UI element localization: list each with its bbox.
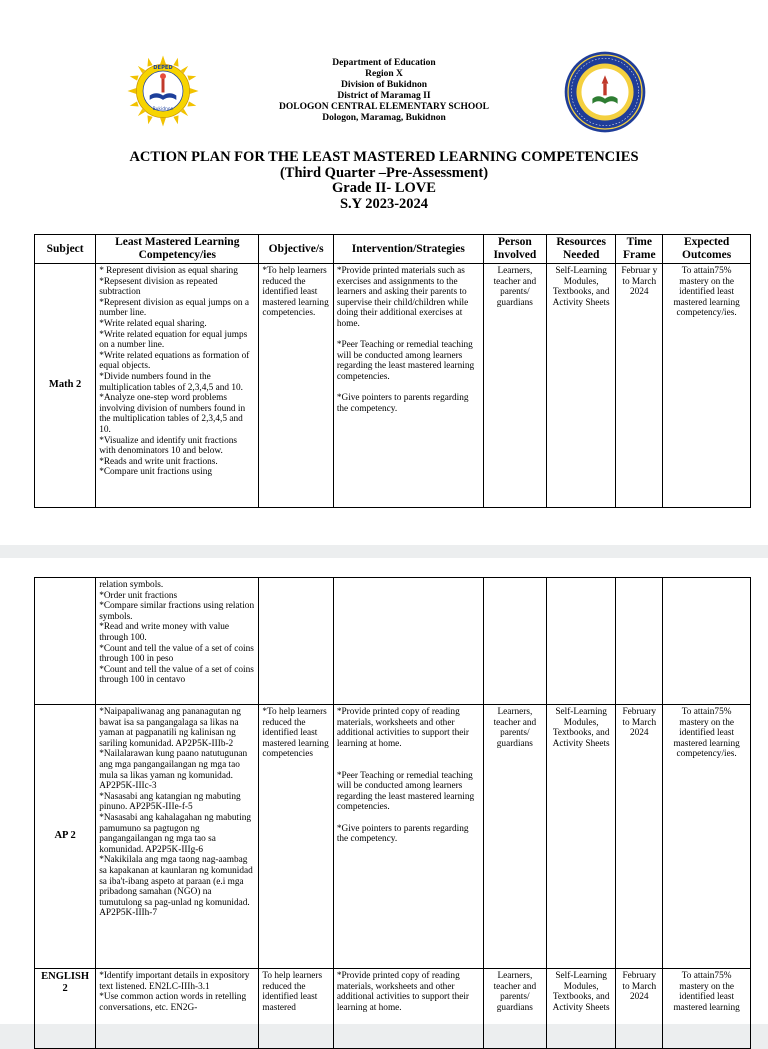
intervention-cell [333, 264, 483, 508]
intervention-cell: *Provide printed copy of reading materials, worksheets and other additional activities to support their learning at home. [333, 969, 483, 1049]
intervention-item: *Give pointers to parents regarding the competency. [336, 823, 469, 845]
document-title [0, 150, 768, 212]
intervention-item: *Give pointers to parents regarding the competency. [336, 393, 469, 414]
col-header-intervention: Intervention/Strategies [333, 235, 483, 264]
table-row-math [35, 264, 751, 508]
title-line: (Third Quarter –Pre-Assessment) [279, 164, 489, 181]
col-header-resources: Resources Needed [546, 235, 615, 264]
subject-cell: ENGLISH 2 [35, 969, 96, 1049]
intervention-cell [333, 705, 483, 969]
action-plan-table-continued [34, 577, 751, 1049]
svg-text:DEPED: DEPED [153, 64, 173, 71]
letterhead [0, 58, 768, 124]
intervention-item: *Peer Teaching or remedial teaching will be conducted among learners regarding the least mastered learning competencies. [336, 340, 475, 382]
action-plan-table [34, 234, 751, 508]
resources-cell: Self-Learning Modules, Textbooks, and Activity Sheets [546, 705, 615, 969]
letterhead-line: Region X [365, 69, 403, 79]
time-frame-cell [616, 578, 663, 705]
col-header-subject: Subject [35, 235, 96, 264]
page-2 [0, 558, 768, 1024]
table-row-math-continued [35, 578, 751, 705]
outcome-cell: To attain75% mastery on the identified least mastered learning competency/ies. [663, 264, 751, 508]
objective-cell: *To help learners reduced the identified least mastered learning competencies. [259, 264, 333, 508]
persons-cell: Learners, teacher and parents/ guardians [483, 264, 546, 508]
persons-cell [483, 578, 546, 705]
title-line: Grade II- LOVE [332, 180, 436, 196]
objective-cell [259, 578, 333, 705]
time-frame-cell: February to March 2024 [616, 969, 663, 1049]
title-line: S.Y 2023-2024 [339, 195, 429, 212]
col-header-time: Time Frame [616, 235, 663, 264]
outcome-cell [663, 578, 751, 705]
persons-cell: Learners, teacher and parents/ guardians [483, 969, 546, 1049]
col-header-person: Person Involved [483, 235, 546, 264]
col-header-outcomes: Expected Outcomes [663, 235, 751, 264]
header-row [35, 235, 751, 264]
col-header-competencies: Least Mastered Learning Competency/ies [96, 235, 259, 264]
subject-cell: AP 2 [35, 705, 96, 969]
letterhead-line: Division of Bukidnon [340, 80, 428, 90]
subject-cell [35, 578, 96, 705]
competencies-cell: relation symbols. *Order unit fractions *Compare similar fractions using relation symbols. *Read and write money with value through 100. *Count and tell the value of a set of coins through 100 in peso *Count and tell the value of a set of coins through 100 in centavo [96, 578, 259, 705]
outcome-cell: To attain75% mastery on the identified least mastered learning competency/ies. [663, 705, 751, 969]
col-header-objectives: Objective/s [259, 235, 333, 264]
intervention-item: *Provide printed copy of reading materials, worksheets and other additional activities to support their learning at home. [336, 707, 470, 749]
letterhead-line: Dologon, Maramag, Bukidnon [322, 113, 446, 123]
table-row-ap [35, 705, 751, 969]
resources-cell: Self-Learning Modules, Textbooks, and Activity Sheets [546, 969, 615, 1049]
resources-cell [546, 578, 615, 705]
competencies-cell: * Represent division as equal sharing *Repsesent division as repeated subtraction *Represent division as equal jumps on a number line. *Write related equal sharing. *Write related equation for equal jumps on a number line. *Write related equations as formation of equal objects. *Divide numbers found in the multiplication tables of 2,3,4,5 and 10. *Analyze one-step word problems involving division of numbers found in the multiplication tables of 2,3,4,5 and 10. *Visualize and identify unit fractions with denominators 10 and below. *Reads and write unit fractions. *Compare unit fractions using [96, 264, 259, 508]
letterhead-line: DOLOGON CENTRAL ELEMENTARY SCHOOL [278, 102, 490, 112]
table-row-english [35, 969, 751, 1049]
time-frame-cell: Februar y to March 2024 [616, 264, 663, 508]
objective-cell: To help learners reduced the identified least mastered [259, 969, 333, 1049]
intervention-item: *Provide printed materials such as exercises and assignments to the learners and asking their parents to supervise their child/children while doing their additional exercises at home. [336, 266, 469, 329]
outcome-cell: To attain75% mastery on the identified least mastered learning [663, 969, 751, 1049]
title-line: ACTION PLAN FOR THE LEAST MASTERED LEARNING COMPETENCIES [129, 149, 639, 165]
svg-text:Bukidnon: Bukidnon [152, 107, 174, 113]
resources-cell: Self-Learning Modules, Textbooks, and Activity Sheets [546, 264, 615, 508]
competencies-cell: *Identify important details in expository text listened. EN2LC-IIIh-3.1 *Use common action words in retelling conversations, etc. EN2G- [96, 969, 259, 1049]
intervention-cell [333, 578, 483, 705]
letterhead-line: District of Maramag II [337, 91, 431, 101]
persons-cell: Learners, teacher and parents/ guardians [483, 705, 546, 969]
school-seal-logo [563, 50, 647, 134]
letterhead-line: Department of Education [332, 58, 436, 68]
competencies-cell: *Naipapaliwanag ang pananagutan ng bawat isa sa pangangalaga sa likas na yaman at pagpanatili ng kalinisan ng sariling komunidad. AP2P5K-IIIb-2 *Nailalarawan kung paano natutugunan ang mga pangangailangan ng mga tao mula sa likas yaman ng komunidad. AP2P5K-IIIc-3 *Nasasabi ang katangian ng mabuting pinuno. AP2P5K-IIIe-f-5 *Nasasabi ang kahalagahan ng mabuting pamumuno sa pagtugon ng pangangailangan ng mga tao sa komunidad. AP2P5K-IIIg-6 *Nakikilala ang mga taong nag-aambag sa kapakanan at kaunlaran ng komunidad sa iba't-ibang aspeto at paraan (e.i mga pribadong samahan (NGO) na tumutulong sa pag-unlad ng komunidad. AP2P5K-IIIh-7 [96, 705, 259, 969]
subject-cell: Math 2 [35, 264, 96, 508]
time-frame-cell: February to March 2024 [616, 705, 663, 969]
intervention-item: *Peer Teaching or remedial teaching will be conducted among learners regarding the least mastered learning competencies. [336, 770, 475, 813]
objective-cell: *To help learners reduced the identified least mastered learning competencies [259, 705, 333, 969]
